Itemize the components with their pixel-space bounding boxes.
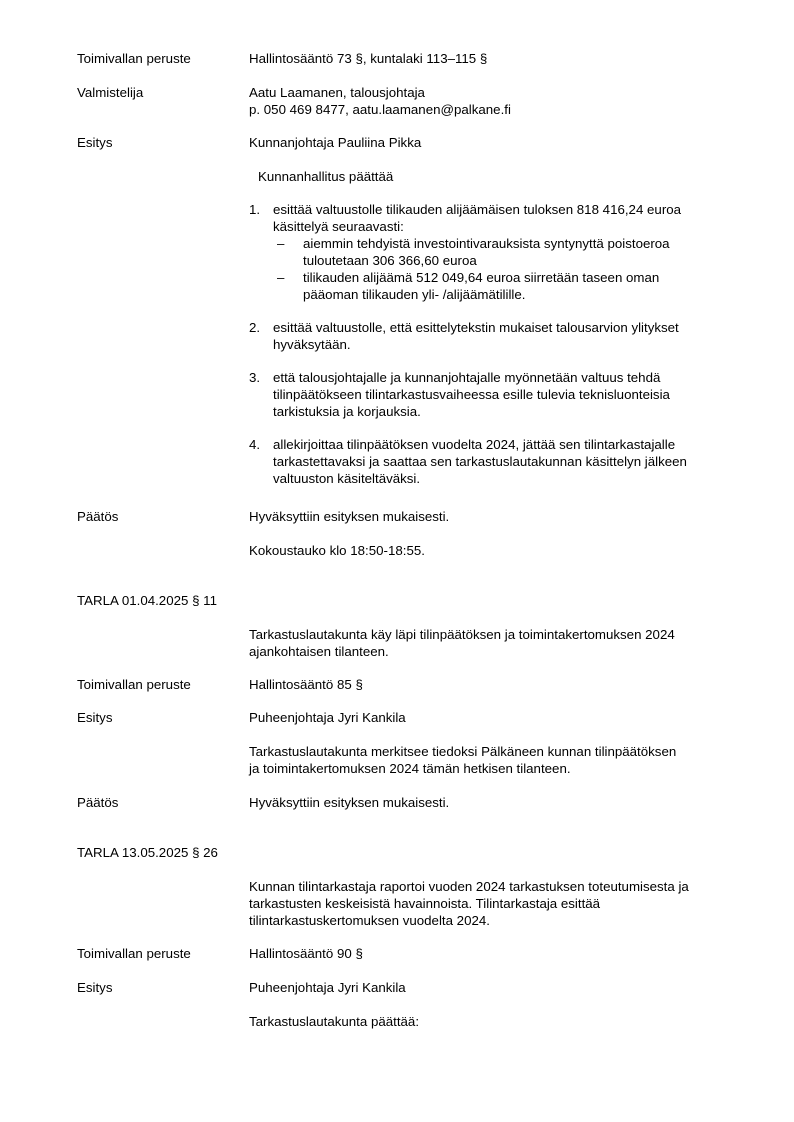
list-item-1 xyxy=(249,201,749,303)
esitys-text: ja toimintakertomuksen 2024 tämän hetkisen tilanteen. xyxy=(249,761,571,776)
list-number: 3. xyxy=(249,370,261,385)
toimivalta-label: Toimivallan peruste xyxy=(77,677,191,692)
toimivalta-value: Hallintosääntö 85 § xyxy=(249,677,363,692)
esitys-text: Tarkastuslautakunta päättää: xyxy=(249,1014,420,1029)
dash-bullet: – xyxy=(277,270,285,285)
list-text: että talousjohtajalle ja kunnanjohtajalle myönnetään valtuus tehdä xyxy=(273,370,661,385)
list-text: tarkistuksia ja korjauksia. xyxy=(273,404,421,419)
toimivalta-label: Toimivallan peruste xyxy=(77,946,191,961)
kokoustauko-note: Kokoustauko klo 18:50-18:55. xyxy=(249,543,425,558)
list-item-4 xyxy=(249,436,749,487)
paatos-label: Päätös xyxy=(77,795,119,810)
list-text: esittää valtuustolle tilikauden alijäämäisen tuloksen 818 416,24 euroa xyxy=(273,202,682,217)
list-item-2 xyxy=(249,319,749,353)
sub-item-1 xyxy=(273,235,749,269)
intro-text: ajankohtaisen tilanteen. xyxy=(249,644,389,659)
list-number: 1. xyxy=(249,202,261,217)
list-text: valtuuston käsiteltäväksi. xyxy=(273,471,421,486)
list-text: esittää valtuustolle, että esittelytekstin mukaiset talousarvion ylitykset xyxy=(273,320,679,335)
sub-text: pääoman tilikauden yli- /alijäämätilille. xyxy=(303,287,526,302)
list-text: tilinpäätökseen tilintarkastusvaiheessa esille tulevia teknisluonteisia xyxy=(273,387,670,402)
valmistelija-label: Valmistelija xyxy=(77,85,144,100)
list-number: 2. xyxy=(249,320,261,335)
sub-text: aiemmin tehdyistä investointivarauksista syntynyttä poistoeroa xyxy=(303,236,670,251)
sub-text: tuloutetaan 306 366,60 euroa xyxy=(303,253,477,268)
esitys-label: Esitys xyxy=(77,710,113,725)
valmistelija-name: Aatu Laamanen, talousjohtaja xyxy=(249,85,425,100)
list-text: käsittelyä seuraavasti: xyxy=(273,219,404,234)
valmistelija-contact: p. 050 469 8477, aatu.laamanen@palkane.fi xyxy=(249,102,511,117)
section-header: TARLA 01.04.2025 § 11 xyxy=(77,593,217,608)
intro-text: tarkastusten keskeisistä havainnoista. Tilintarkastaja esittää xyxy=(249,896,601,911)
paatos-value: Hyväksyttiin esityksen mukaisesti. xyxy=(249,509,450,524)
intro-text: Kunnan tilintarkastaja raportoi vuoden 2024 tarkastuksen toteutumisesta ja xyxy=(249,879,689,894)
list-item-3 xyxy=(249,369,749,420)
sub-text: tilikauden alijäämä 512 049,64 euroa siirretään taseen oman xyxy=(303,270,660,285)
intro-text: tilintarkastuskertomuksen vuodelta 2024. xyxy=(249,913,490,928)
kunnanhallitus-paattaa: Kunnanhallitus päättää xyxy=(258,169,394,184)
sub-item-2 xyxy=(273,269,749,303)
list-text: tarkastettavaksi ja saattaa sen tarkastuslautakunnan käsittelyn jälkeen xyxy=(273,454,687,469)
intro-text: Tarkastuslautakunta käy läpi tilinpäätöksen ja toimintakertomuksen 2024 xyxy=(249,627,675,642)
esitys-value: Puheenjohtaja Jyri Kankila xyxy=(249,710,406,725)
toimivalta-label: Toimivallan peruste xyxy=(77,51,191,66)
list-text: hyväksytään. xyxy=(273,337,351,352)
esitys-value: Puheenjohtaja Jyri Kankila xyxy=(249,980,406,995)
list-text: allekirjoittaa tilinpäätöksen vuodelta 2024, jättää sen tilintarkastajalle xyxy=(273,437,676,452)
paatos-label: Päätös xyxy=(77,509,119,524)
esitys-value: Kunnanjohtaja Pauliina Pikka xyxy=(249,135,422,150)
section-header: TARLA 13.05.2025 § 26 xyxy=(77,845,218,860)
list-number: 4. xyxy=(249,437,261,452)
toimivalta-value: Hallintosääntö 90 § xyxy=(249,946,363,961)
esitys-label: Esitys xyxy=(77,980,113,995)
dash-bullet: – xyxy=(277,236,285,251)
paatos-value: Hyväksyttiin esityksen mukaisesti. xyxy=(249,795,450,810)
toimivalta-value: Hallintosääntö 73 §, kuntalaki 113–115 § xyxy=(249,51,488,66)
esitys-label: Esitys xyxy=(77,135,113,150)
esitys-text: Tarkastuslautakunta merkitsee tiedoksi Pälkäneen kunnan tilinpäätöksen xyxy=(249,744,677,759)
